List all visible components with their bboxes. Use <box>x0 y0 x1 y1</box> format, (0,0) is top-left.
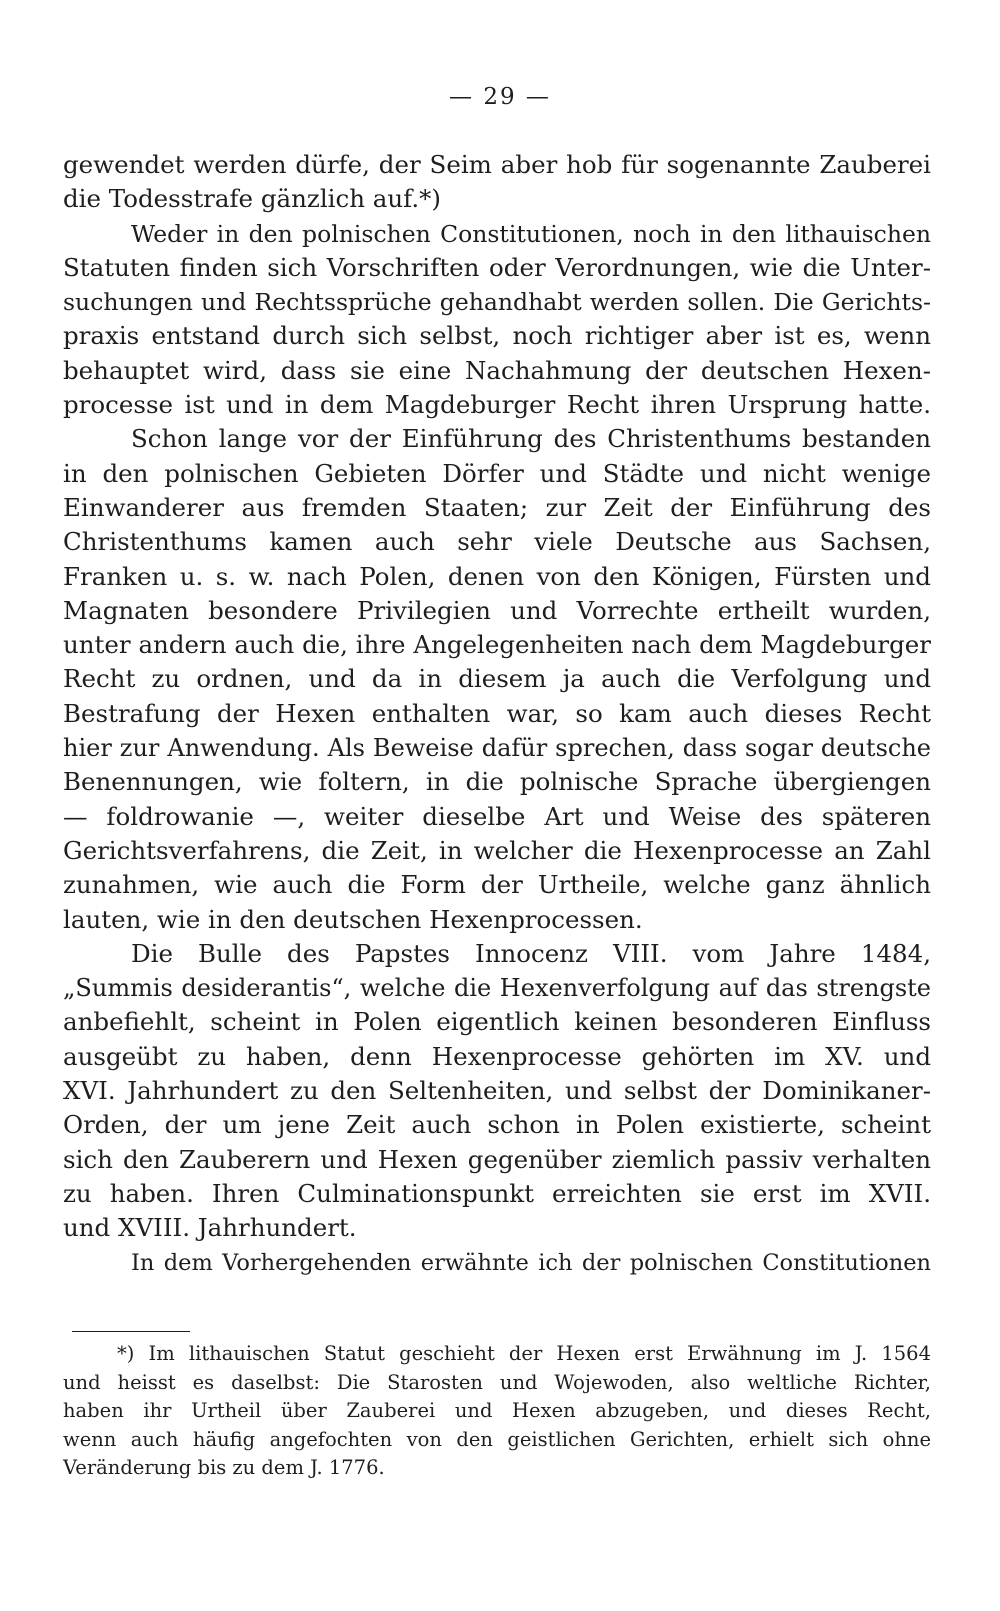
body-text <box>63 148 931 1280</box>
text-line: zu haben. Ihren Culminationspunkt erreichten sie erst im XVII. <box>63 1178 931 1208</box>
text-line: und XVIII. Jahrhundert. <box>63 1213 357 1243</box>
text-line: — foldrowanie —, weiter dieselbe Art und Weise des späteren <box>63 801 931 831</box>
footnote-divider <box>72 1331 190 1332</box>
text-line: lauten, wie in den deutschen Hexenprocessen. <box>63 904 643 934</box>
text-line: Weder in den polnischen Constitutionen, noch in den lithauischen <box>131 219 931 248</box>
text-line: hier zur Anwendung. Als Beweise dafür sprechen, dass sogar deutsche <box>63 734 931 763</box>
text-line: Statuten finden sich Vorschriften oder Verordnungen, wie die Unter- <box>63 252 931 282</box>
text-line: Schon lange vor der Einführung des Christenthums bestanden <box>131 424 931 454</box>
text-line: gewendet werden dürfe, der Seim aber hob für sogenannte Zauberei <box>63 150 931 179</box>
text-line: Recht zu ordnen, und da in diesem ja auch die Verfolgung und <box>63 664 931 694</box>
text-line: processe ist und in dem Magdeburger Recht ihren Ursprung hatte. <box>63 390 931 420</box>
footnote-line: und heisst es daselbst: Die Starosten und Wojewoden, also weltliche Richter, <box>63 1370 931 1394</box>
text-line: Franken u. s. w. nach Polen, denen von den Königen, Fürsten und <box>63 561 931 591</box>
footnote-line: haben ihr Urtheil über Zauberei und Hexen abzugeben, und dieses Recht, <box>63 1399 931 1423</box>
text-line: Christenthums kamen auch sehr viele Deutsche aus Sachsen, <box>63 527 931 557</box>
text-line: anbefiehlt, scheint in Polen eigentlich keinen besonderen Einfluss <box>63 1007 931 1037</box>
text-line: „Summis desiderantis“, welche die Hexenverfolgung auf das strengste <box>63 974 931 1003</box>
text-line: ausgeübt zu haben, denn Hexenprocesse gehörten im XV. und <box>63 1041 931 1071</box>
text-line: Die Bulle des Papstes Innocenz VIII. vom Jahre 1484, <box>131 938 931 968</box>
text-line: suchungen und Rechtssprüche gehandhabt werden sollen. Die Gerichts- <box>63 288 931 317</box>
text-line: In dem Vorhergehenden erwähnte ich der polnischen Constitutionen <box>131 1249 931 1276</box>
text-line: die Todesstrafe gänzlich auf.*) <box>63 184 441 214</box>
text-line: unter andern auch die, ihre Angelegenheiten nach dem Magdeburger <box>63 630 931 660</box>
text-line: in den polnischen Gebieten Dörfer und Städte und nicht wenige <box>63 458 931 488</box>
text-line: Magnaten besondere Privilegien und Vorrechte ertheilt wurden, <box>63 595 931 625</box>
text-line: behauptet wird, dass sie eine Nachahmung der deutschen Hexen- <box>63 355 931 385</box>
text-line: Orden, der um jene Zeit auch schon in Polen existierte, scheint <box>63 1110 931 1140</box>
page-number: — 29 — <box>449 84 551 110</box>
text-line: Einwanderer aus fremden Staaten; zur Zeit der Einführung des <box>63 492 931 522</box>
text-line: Bestrafung der Hexen enthalten war, so kam auch dieses Recht <box>63 698 931 728</box>
text-line: XVI. Jahrhundert zu den Seltenheiten, und selbst der Dominikaner- <box>63 1076 931 1106</box>
text-line: sich den Zauberern und Hexen gegenüber ziemlich passiv verhalten <box>63 1144 931 1174</box>
footnote-line: wenn auch häufig angefochten von den geistlichen Gerichten, erhielt sich ohne <box>63 1427 931 1451</box>
text-line: zunahmen, wie auch die Form der Urtheile, welche ganz ähnlich <box>63 870 931 900</box>
footnote-line: Veränderung bis zu dem J. 1776. <box>63 1456 385 1480</box>
text-line: praxis entstand durch sich selbst, noch richtiger aber ist es, wenn <box>63 321 931 351</box>
footnote <box>63 1340 931 1483</box>
text-line: Gerichtsverfahrens, die Zeit, in welcher die Hexenprocesse an Zahl <box>63 835 931 865</box>
text-line: Benennungen, wie foltern, in die polnische Sprache übergiengen <box>63 767 931 797</box>
footnote-line: *) Im lithauischen Statut geschieht der Hexen erst Erwähnung im J. 1564 <box>117 1342 931 1365</box>
